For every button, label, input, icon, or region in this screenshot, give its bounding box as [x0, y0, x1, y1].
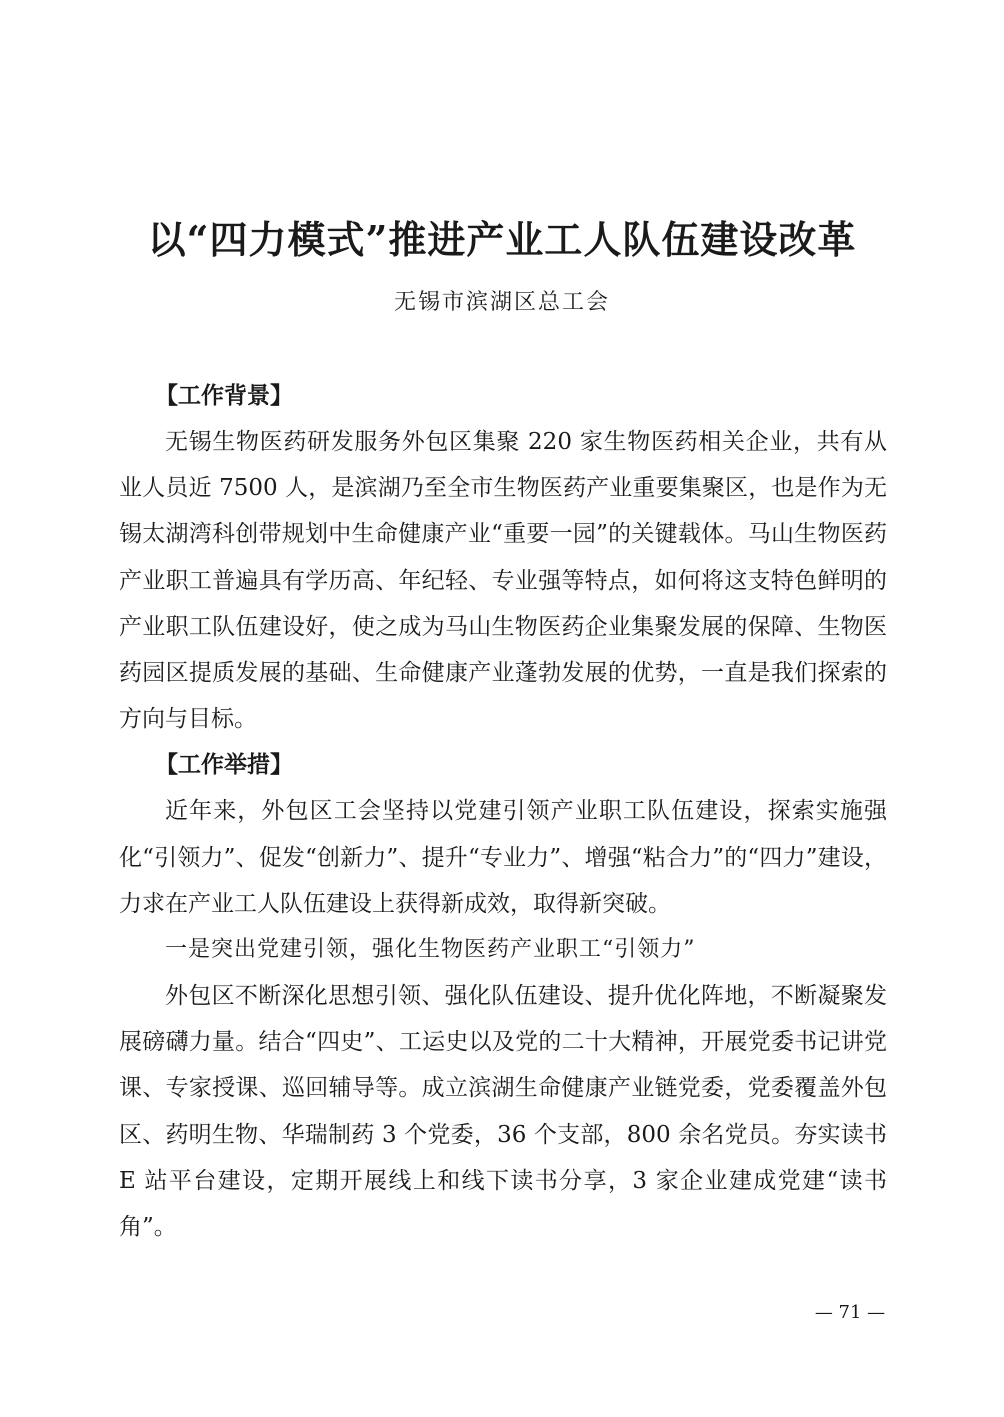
article-body	[119, 373, 887, 1250]
article-title: 以“四力模式”推进产业工人队伍建设改革	[147, 217, 857, 262]
section-heading-background: 【工作背景】	[155, 383, 293, 409]
subheading-point-one: 一是突出党建引领，强化生物医药产业职工“引领力”	[165, 937, 696, 963]
paragraph-background: 无锡生物医药研发服务外包区集聚 220 家生物医药相关企业，共有从业人员近 7500 人，是滨湖乃至全市生物医药产业重要集聚区，也是作为无锡太湖湾科创带规划中生命健康产业“重要一园”的关键载体。马山生物医药产业职工普遍具有学历高、年纪轻、专业强等特点，如何将这支特色鲜明的产业职工队伍建设好，使之成为马山生物医药企业集聚发展的保障、生物医药园区提质发展的基础、生命健康产业蓬勃发展的优势，一直是我们探索的方向与目标。	[119, 429, 887, 733]
paragraph-measures: 近年来，外包区工会坚持以党建引领产业职工队伍建设，探索实施强化“引领力”、促发“创新力”、提升“专业力”、增强“粘合力”的“四力”建设，力求在产业工人队伍建设上获得新成效，取得新突破。	[119, 798, 887, 917]
section-heading-measures: 【工作举措】	[155, 752, 293, 779]
page-number: — 71 —	[814, 1302, 886, 1323]
paragraph-point-one: 外包区不断深化思想引领、强化队伍建设、提升优化阵地，不断凝聚发展磅礴力量。结合“四史”、工运史以及党的二十大精神，开展党委书记讲党课、专家授课、巡回辅导等。成立滨湖生命健康产业链党委，党委覆盖外包区、药明生物、华瑞制药 3 个党委，36 个支部，800 余名党员。夯实读书 E 站平台建设，定期开展线上和线下读书分享，3 家企业建成党建“读书角”。	[119, 983, 887, 1241]
article-author: 无锡市滨湖区总工会	[393, 290, 610, 315]
